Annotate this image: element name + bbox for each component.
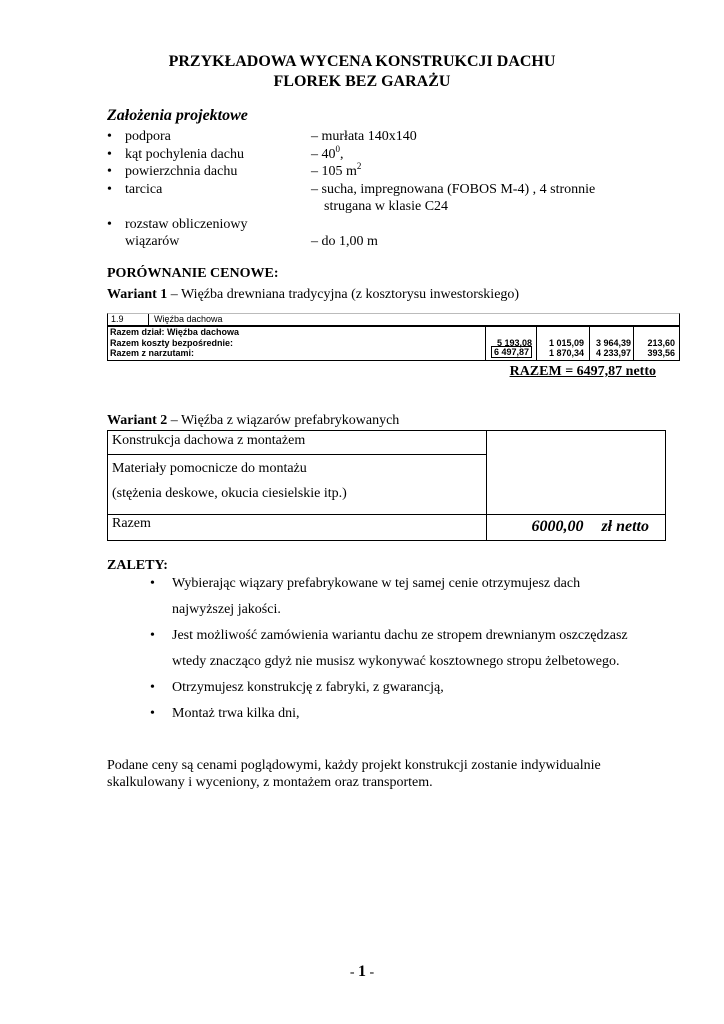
variant2-price: 6000,00 zł netto [531,518,649,535]
cost-table-body: Razem dział: Więźba dachowa Razem koszty bezpośrednie: 5 193,08 1 015,09 3 964,39 213,60 Razem z narzutami: 6 497,87 1 870,34 4 233,97 393,56 [107,326,680,361]
document-page: PRZYKŁADOWA WYCENA KONSTRUKCJI DACHU FLOREK BEZ GARAŻU Założenia projektowe • podpora – murłata 140x140 • kąt pochylenia dachu – $40^0$, • powierzchnia dachu – 105 $m^2$ • tarcica – sucha, impregnowana (FOBOS M-4) , 4 stronnie strugana w klasie C24 • rozstaw obliczeniowy wiązarów – do 1,00 m PORÓWNANIE CENOWE: Wariant 1 – Więźba drewniana tradycyjna (z kosztorysu inwestorskiego) 1.9 Więźba dachowa Razem dział: Więźba dachowa Razem koszty bezpośrednie: 5 193,08 1 015,09 3 964,39 213,60 Razem z narzutami: 6 497,87 1 870,34 4 233,97 393,56 RAZEM = 6497,87 netto Wariant 2 – Więźba z wiązarów prefabrykowanych Konstrukcja dachowa z montażem Materiały pomocnicze do montażu (stężenia deskowe, okucia ciesielskie itp.) Razem 6000,00 zł netto ZALETY: • Wybierając wiązary prefabrykowane w tej samej cenie otrzymujesz dach najwyższej jakości. • Jest możliwość zamówienia wariantu dachu ze stropem drewnianym oszczędzasz wtedy znacząco gdyż nie musisz wykonywać kosztownego stropu żelbetowego. • Otrzymujesz konstrukcję z fabryki, z gwarancją, • Montaż trwa kilka dni, Podane ceny są cenami poglądowymi, każdy projekt konstrukcji zostanie indywidualnie skalkulowany i wyceniony, z montażem oraz transportem. - 1 - [0,0,724,1024]
bullet-icon: • [107,129,112,144]
bullet-icon: • [107,217,112,232]
bullet-icon: • [107,164,112,179]
variant1-heading: Wariant 1 – Więźba drewniana tradycyjna (z kosztorysu inwestorskiego) [107,287,520,302]
variant1-cost-table [107,309,680,361]
construction-cell: Konstrukcja dachowa z montażem [112,433,306,448]
title-line-1: PRZYKŁADOWA WYCENA KONSTRUKCJI DACHU [168,53,556,70]
variant1-total: RAZEM = 6497,87 netto [509,364,656,379]
bullet-icon: • [150,628,155,643]
page-number: - 1 - [349,963,375,980]
table-row: Razem z narzutami: [110,348,195,358]
assumptions-heading: Założenia projektowe [107,107,248,124]
bullet-icon: • [107,147,112,162]
comparison-heading: PORÓWNANIE CENOWE: [107,266,279,281]
cost-table-header: 1.9 Więźba dachowa [107,313,680,326]
title-line-2: FLOREK BEZ GARAŻU [273,73,451,90]
materials-note: (stężenia deskowe, okucia ciesielskie itp.) [112,486,347,501]
bullet-icon: • [107,182,112,197]
table-row: Razem koszty bezpośrednie: [110,338,234,348]
disclaimer-paragraph: Podane ceny są cenami poglądowymi, każdy projekt konstrukcji zostanie indywidualnie skalkulowany i wyceniony, z montażem oraz transportem. [107,758,601,790]
materials-cell: Materiały pomocnicze do montażu [112,461,307,476]
variant2-cost-table [107,430,666,541]
variant2-heading: Wariant 2 – Więźba z wiązarów prefabrykowanych [107,413,400,428]
bullet-icon: • [150,576,155,591]
table-row: Razem dział: Więźba dachowa [110,327,239,337]
bullet-icon: • [150,706,155,721]
bullet-icon: • [150,680,155,695]
total-label: Razem [112,516,151,531]
advantages-heading: ZALETY: [107,558,168,573]
